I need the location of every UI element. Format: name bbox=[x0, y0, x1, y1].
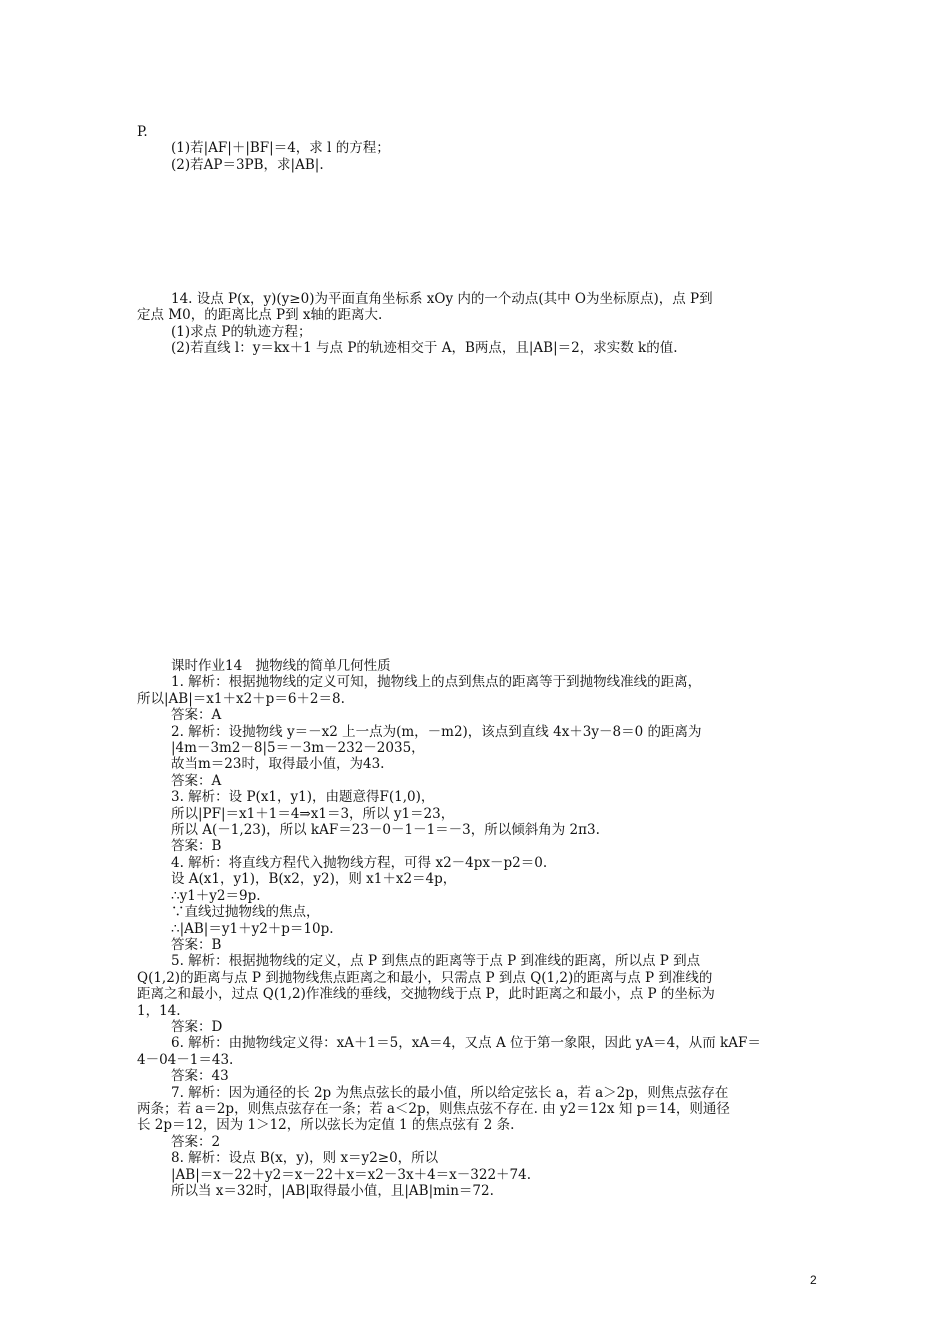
text-line: 故当m＝23时，取得最小值，为43. bbox=[171, 756, 385, 773]
text-line: 6. 解析：由抛物线定义得：xA＋1＝5，xA＝4，又点 A 位于第一象限，因此 yA＝4，从而 kAF＝ bbox=[171, 1035, 761, 1052]
text-line: Q(1,2)的距离与点 P 到抛物线焦点距离之和最小，只需点 P 到点 Q(1,2)的距离与点 P 到准线的 bbox=[137, 969, 713, 986]
text-line: 长 2p＝12，因为 1＞12，所以弦长为定值 1 的焦点弦有 2 条. bbox=[137, 1117, 515, 1134]
text-line: 距离之和最小，过点 Q(1,2)作准线的垂线，交抛物线于点 P，此时距离之和最小，点 P 的坐标为 bbox=[137, 986, 715, 1003]
problem-14 bbox=[137, 291, 817, 357]
text-line: 所以 A(－1,23)，所以 kAF＝23－0－1－1＝－3，所以倾斜角为 2π3. bbox=[171, 822, 600, 839]
text-line: 4－04－1＝43. bbox=[137, 1051, 234, 1068]
text-line: (1)若|AF|＋|BF|＝4，求 l 的方程； bbox=[171, 140, 390, 157]
text-line: 两条；若 a＝2p，则焦点弦存在一条；若 a＜2p，则焦点弦不存在. 由 y2＝12x 知 p＝14，则通径 bbox=[137, 1100, 730, 1117]
text-line: ∵直线过抛物线的焦点， bbox=[171, 904, 320, 921]
text-line: (2)若AP＝3PB，求|AB|. bbox=[171, 156, 324, 173]
text-line: 答案：A bbox=[171, 707, 222, 724]
text-line: 答案：A bbox=[171, 772, 222, 789]
text-line: 1. 解析：根据抛物线的定义可知，抛物线上的点到焦点的距离等于到抛物线准线的距离， bbox=[171, 674, 702, 691]
text-line: 所以当 x＝32时，|AB|取得最小值，且|AB|min＝72. bbox=[171, 1183, 494, 1199]
text-line: 8. 解析：设点 B(x，y)，则 x＝y2≥0，所以 bbox=[171, 1150, 439, 1167]
text-line: 答案：43 bbox=[171, 1068, 229, 1085]
text-line: (1)求点 P的轨迹方程； bbox=[171, 323, 312, 340]
text-line: 答案：2 bbox=[171, 1133, 221, 1150]
text-line: P. bbox=[137, 124, 148, 140]
text-line: 3. 解析：设 P(x1，y1)，由题意得F(1,0)， bbox=[171, 789, 435, 806]
text-line: ∴y1＋y2＝9p. bbox=[171, 887, 261, 904]
text-line: (2)若直线 l：y＝kx＋1 与点 P的轨迹相交于 A，B两点，且|AB|＝2，求实数 k的值. bbox=[171, 340, 678, 357]
text-line: 7. 解析：因为通径的长 2p 为焦点弦长的最小值，所以给定弦长 a，若 a＞2p，则焦点弦存在 bbox=[171, 1084, 729, 1101]
text-line: 答案：D bbox=[171, 1018, 223, 1035]
text-line: 答案：B bbox=[171, 936, 222, 953]
problem-13-tail bbox=[137, 124, 817, 173]
text-line: 课时作业14 抛物线的简单几何性质 bbox=[171, 658, 391, 674]
text-line: |AB|＝x－22＋y2＝x－22＋x＝x2－3x＋4＝x－322＋74. bbox=[171, 1166, 532, 1183]
text-line: 4. 解析：将直线方程代入抛物线方程，可得 x2－4px－p2＝0. bbox=[171, 854, 548, 871]
text-line: ∴|AB|＝y1＋y2＋p＝10p. bbox=[171, 920, 334, 937]
page-number: 2 bbox=[810, 1273, 817, 1287]
text-line: 答案：B bbox=[171, 838, 222, 855]
text-line: 2. 解析：设抛物线 y＝－x2 上一点为(m，－m2)，该点到直线 4x＋3y－8＝0 的距离为 bbox=[171, 723, 702, 740]
answer-section bbox=[137, 658, 817, 1199]
text-line: 14. 设点 P(x，y)(y≥0)为平面直角坐标系 xOy 内的一个动点(其中 O为坐标原点)，点 P到 bbox=[171, 291, 713, 307]
text-line: 所以|AB|＝x1＋x2＋p＝6＋2＝8. bbox=[137, 690, 345, 707]
text-line: 设 A(x1，y1)，B(x2，y2)，则 x1＋x2＝4p， bbox=[171, 871, 457, 888]
text-line: 所以|PF|＝x1＋1＝4⇒x1＝3，所以 y1＝23， bbox=[171, 805, 455, 822]
text-line: 1，14. bbox=[137, 1002, 181, 1019]
text-line: 定点 M0，的距离比点 P到 x轴的距离大. bbox=[137, 307, 383, 324]
text-line: 5. 解析：根据抛物线的定义，点 P 到焦点的距离等于点 P 到准线的距离，所以点 P 到点 bbox=[171, 953, 701, 970]
text-line: |4m－3m2－8|5＝－3m－232－2035， bbox=[171, 740, 425, 757]
